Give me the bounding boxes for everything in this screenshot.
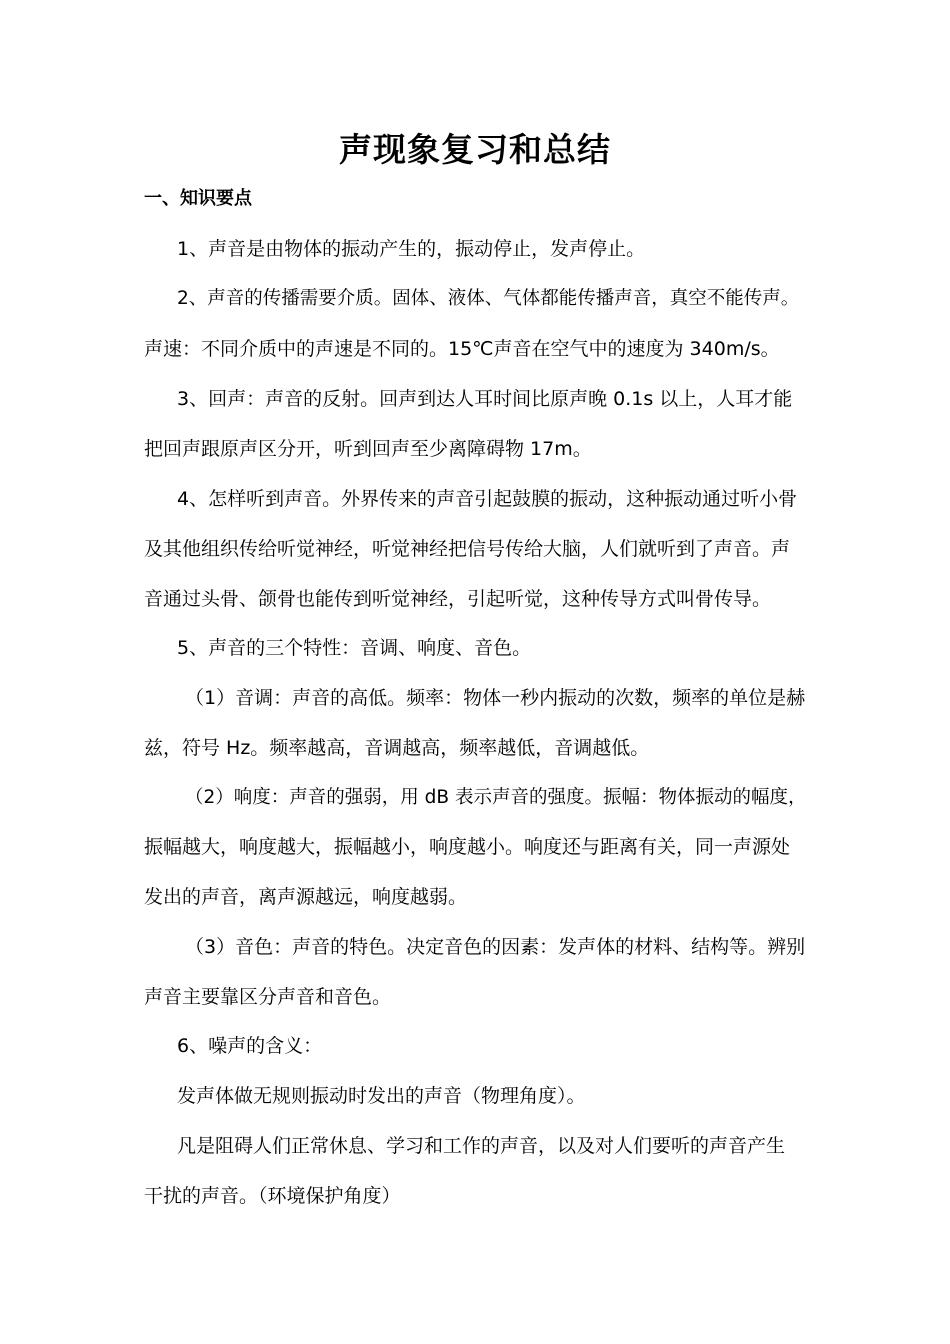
paragraph-line: 声音主要靠区分声音和音色。 (144, 986, 392, 1008)
paragraph-line: 凡是阻碍人们正常休息、学习和工作的声音，以及对人们要听的声音产生 (177, 1135, 786, 1157)
paragraph-line: 发声体做无规则振动时发出的声音（物理角度）。 (177, 1085, 586, 1107)
paragraph-line: 及其他组织传给听觉神经，听觉神经把信号传给大脑，人们就听到了声音。声 (144, 538, 791, 560)
paragraph-line: 干扰的声音。（环境保护角度） (144, 1185, 401, 1207)
paragraph-line: （3）音色：声音的特色。决定音色的因素：发声体的材料、结构等。辨别 (185, 936, 806, 958)
paragraph-line: （2）响度：声音的强弱，用 dB 表示声音的强度。振幅：物体振动的幅度， (185, 787, 807, 808)
paragraph-line: 把回声跟原声区分开，听到回声至少离障碍物 17m。 (144, 438, 592, 460)
paragraph-line: 4、怎样听到声音。外界传来的声音引起鼓膜的振动，这种振动通过听小骨 (177, 488, 798, 510)
paragraph-line: 声速：不同介质中的声速是不同的。15℃声音在空气中的速度为 340m/s。 (144, 338, 780, 360)
paragraph-line: 发出的声音，离声源越远，响度越弱。 (144, 886, 468, 908)
paragraph-line: 兹，符号 Hz。频率越高，音调越高，频率越低，音调越低。 (144, 737, 650, 759)
paragraph-line: 2、声音的传播需要介质。固体、液体、气体都能传播声音，真空不能传声。 (177, 288, 800, 309)
section-heading: 一、知识要点 (144, 188, 252, 209)
paragraph-line: 音通过头骨、颌骨也能传到听觉神经，引起听觉，这种传导方式叫骨传导。 (144, 588, 772, 610)
paragraph-line: 振幅越大，响度越大，振幅越小，响度越小。响度还与距离有关，同一声源处 (144, 836, 791, 858)
paragraph-line: 3、回声：声音的反射。回声到达人耳时间比原声晚 0.1s 以上，人耳才能 (177, 388, 793, 410)
paragraph-line: 5、声音的三个特性：音调、响度、音色。 (177, 637, 532, 659)
paragraph-line: （1）音调：声音的高低。频率：物体一秒内振动的次数，频率的单位是赫 (185, 687, 806, 709)
paragraph-line: 1、声音是由物体的振动产生的，振动停止，发声停止。 (177, 238, 646, 260)
document-title: 声现象复习和总结 (339, 130, 611, 169)
paragraph-line: 6、噪声的含义： (177, 1035, 323, 1057)
